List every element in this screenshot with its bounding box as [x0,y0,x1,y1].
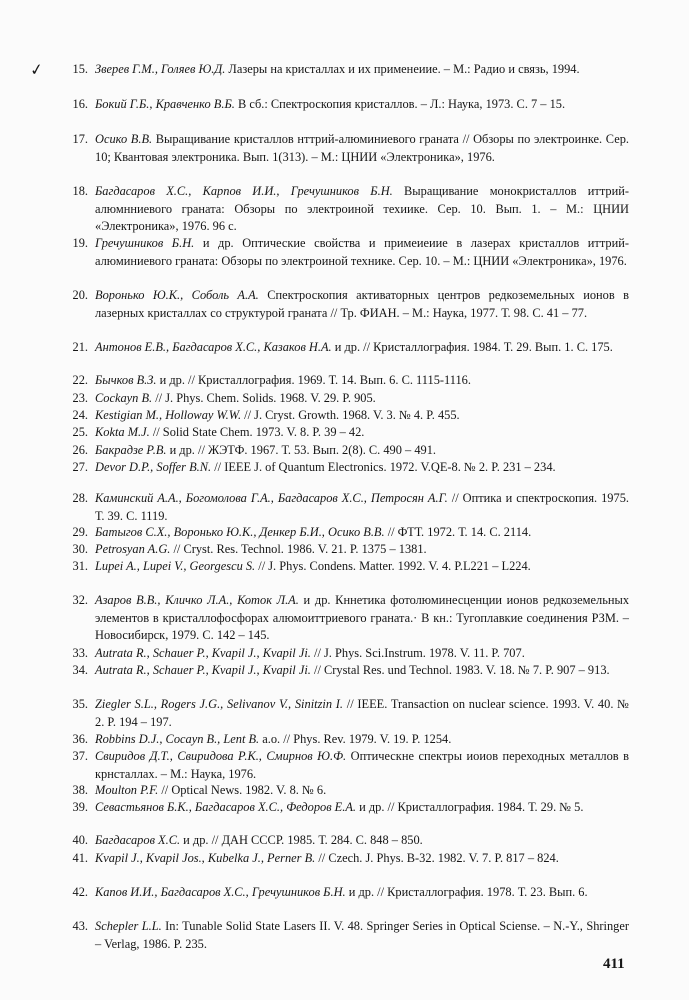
reference-item [72,748,630,783]
reference-authors: Гречушников Б.Н. [95,236,195,250]
reference-item [72,442,629,460]
reference-authors: Devor D.P., Soffer B.N. [95,460,212,474]
reference-item [72,696,629,731]
reference-item [72,424,629,442]
reference-text: Выращивание кристаллов нттрий-алюминиевого граната // Обзоры по электроинке. Сер. 10; Квантовая электроника. Вып. 1(313). – М.: ЦНИИ «Электроника», 1976. [95,132,630,164]
reference-text: // Solid State Chem. 1973. V. 8. P. 39 – 42. [149,425,365,439]
reference-text: Лазеры на кристаллах и их применеиие. – М.: Радио и связь, 1994. [225,62,580,76]
reference-authors: Kestigian M., Holloway W.W. [95,408,242,422]
reference-text: // IEEE. Transaction on nuclear science. 1993. V. 40. № 2. P. 194 – 197. [95,697,629,729]
reference-number: 41. [72,851,88,865]
reference-item [72,731,629,749]
reference-text: // Crystal Res. und Technol. 1983. V. 18. № 7. P. 907 – 913. [310,663,610,677]
reference-authors: Багдасаров Х.С., Карпов И.И., Гречушников Б.Н. [95,184,393,198]
reference-text: Оптическне спектры иоиов переходных металлов в крнсталлах. – М.: Наука, 1976. [95,749,630,781]
reference-item [72,592,630,645]
reference-authors: Бокий Г.Б., Кравченко В.Б. [95,97,235,111]
reference-text: // J. Phys. Chem. Solids. 1968. V. 29. P. 905. [152,391,376,405]
reference-text: // Czech. J. Phys. B-32. 1982. V. 7. P. 817 – 824. [315,851,559,865]
reference-item [72,645,629,663]
reference-authors: Осико В.В. [95,132,153,146]
reference-number: 39. [72,800,88,814]
reference-number: 22. [72,373,88,387]
reference-number: 35. [72,697,88,711]
margin-check-mark: ✓ [28,61,45,80]
reference-number: 32. [72,593,88,607]
reference-text: // J. Phys. Sci.Instrum. 1978. V. 11. P. 707. [310,646,525,660]
reference-authors: Autrata R., Schauer P., Kvapil J., Kvapil Ji. [95,646,311,660]
reference-number: 23. [72,391,88,405]
reference-item [72,524,629,542]
reference-number: 21. [72,340,88,354]
reference-authors: Moulton P.F. [95,783,159,797]
reference-text: и др. // ЖЭТФ. 1967. Т. 53. Вып. 2(8). С. 490 – 491. [166,443,437,457]
reference-text: и др. // Кристаллография. 1978. Т. 23. Вып. 6. [345,885,588,899]
reference-authors: Cockayn B. [95,391,153,405]
reference-number: 19. [72,236,88,250]
reference-authors: Robbins D.J., Cocayn B., Lent B. [95,732,260,746]
reference-authors: Багдасаров Х.С. [95,833,181,847]
reference-authors: Воронько Ю.К., Соболь А.А. [95,288,259,302]
reference-number: 28. [72,491,88,505]
reference-authors: Каминский А.А., Богомолова Г.А., Багдасаров Х.С., Петросян А.Г. [95,491,448,505]
reference-item [72,235,629,270]
reference-text: // Cryst. Res. Technol. 1986. V. 21. P. 1375 – 1381. [170,542,427,556]
reference-text: // Оптика и спектроскопия. 1975. Т. 39. С. 1119. [95,491,629,523]
reference-number: 30. [72,542,88,556]
reference-item [72,407,629,425]
reference-authors: Autrata R., Schauer P., Kvapil J., Kvapil Ji. [95,663,311,677]
reference-authors: Севастьянов Б.К., Багдасаров Х.С., Федоров Е.А. [95,800,357,814]
reference-item [72,61,629,79]
reference-authors: Зверев Г.М., Голяев Ю.Д. [95,62,226,76]
reference-item [72,96,629,114]
reference-item [72,799,629,817]
reference-authors: Schepler L.L. [95,919,162,933]
reference-number: 29. [72,525,88,539]
reference-text: и др. // Кристаллография. 1984. Т. 29. Вып. 1. С. 175. [331,340,613,354]
reference-number: 40. [72,833,88,847]
reference-number: 42. [72,885,88,899]
reference-number: 25. [72,425,88,439]
reference-text: и др. // Кристаллография. 1969. Т. 14. Вып. 6. С. 1115-1116. [156,373,471,387]
reference-number: 18. [72,184,88,198]
reference-authors: Свиридов Д.Т., Свиридова Р.К., Смирнов Ю.Ф. [95,749,347,763]
reference-authors: Азаров В.В., Кличко Л.А., Коток Л.А. [95,593,299,607]
reference-number: 34. [72,663,88,677]
reference-authors: Kvapil J., Kvapil Jos., Kubelka J., Perner B. [95,851,316,865]
reference-text: // IEEE J. of Quantum Electronics. 1972. V.QE-8. № 2. P. 231 – 234. [211,460,556,474]
reference-authors: Бакрадзе Р.В. [95,443,167,457]
reference-item [72,662,629,680]
reference-number: 27. [72,460,88,474]
reference-item [72,372,629,390]
reference-number: 20. [72,288,88,302]
reference-item [72,131,630,166]
reference-number: 17. [72,132,88,146]
reference-item [72,459,629,477]
reference-number: 37. [72,749,88,763]
reference-text: // J. Phys. Condens. Matter. 1992. V. 4. P.L221 – L224. [255,559,531,573]
reference-text: Выращивание монокристаллов иттрий-алюмнниевого граната: Обзоры по электроиной техиике. Сер. 10. Вып. 1. – М.: ЦНИИ «Электроника», 1976. 96 с. [95,184,629,233]
reference-item [72,918,629,953]
reference-text: a.o. // Phys. Rev. 1979. V. 19. P. 1254. [259,732,452,746]
reference-authors: Батыгов С.Х., Воронько Ю.К., Денкер Б.И., Осико В.В. [95,525,385,539]
reference-item [72,490,629,525]
reference-text: и др. // ДАН СССР. 1985. Т. 284. С. 848 – 850. [180,833,423,847]
reference-number: 38. [72,783,88,797]
reference-text: // Optical News. 1982. V. 8. № 6. [158,783,327,797]
reference-number: 33. [72,646,88,660]
reference-item [72,287,629,322]
reference-item [72,339,629,357]
reference-item [72,541,629,559]
reference-text: и др. // Кристаллография. 1984. Т. 29. № 5. [356,800,584,814]
reference-item [72,183,629,236]
reference-authors: Petrosyan A.G. [95,542,171,556]
reference-number: 43. [72,919,88,933]
page-number: 411 [603,956,625,972]
reference-authors: Капов И.И., Багдасаров Х.С., Гречушников Б.Н. [95,885,346,899]
reference-text: Спектроскопия активаторных центров редкоземельных ионов в лазерных кристаллах со структурой граната // Тр. ФИАН. – М.: Наука, 1977. Т. 98. С. 41 – 77. [95,288,629,320]
reference-item [72,832,629,850]
reference-number: 26. [72,443,88,457]
reference-item [72,850,629,868]
reference-authors: Lupei A., Lupei V., Georgescu S. [95,559,256,573]
reference-text: В сб.: Спектроскопия кристаллов. – Л.: Наука, 1973. С. 7 – 15. [234,97,566,111]
reference-text: // ФТТ. 1972. Т. 14. С. 2114. [384,525,532,539]
reference-number: 24. [72,408,88,422]
reference-authors: Бычков В.З. [95,373,157,387]
reference-authors: Антонов Е.В., Багдасаров Х.С., Казаков Н.А. [95,340,332,354]
reference-authors: Kokta M.J. [95,425,150,439]
reference-number: 36. [72,732,88,746]
reference-number: 31. [72,559,88,573]
reference-authors: Ziegler S.L., Rogers J.G., Selivanov V., Sinitzin I. [95,697,344,711]
reference-item [72,782,629,800]
reference-item [72,390,629,408]
reference-number: 15. [72,62,88,76]
reference-text: и др. Оптические свойства и примеиеиие в лазерах кристаллов иттрий-алюминиевого граната: Обзоры по электроиной технике. Сер. 10. – М.: ЦНИИ «Электроника», 1976. [95,236,629,268]
reference-item [72,884,629,902]
reference-text: // J. Cryst. Growth. 1968. V. 3. № 4. P. 455. [241,408,460,422]
reference-text: In: Tunable Solid State Lasers II. V. 48. Springer Series in Optical Sciense. – N.-Y., Shringer – Verlag, 1986. P. 235. [95,919,629,951]
reference-text: и др. Кннетика фотолюминесценции ионов редкоземельных элементов в кристаллофосфорах алюмоиттриевого граната.· В кн.: Тугоплавкие соединения РЗМ. – Новосибирск, 1979. С. 142 – 145. [95,593,630,642]
reference-item [72,558,629,576]
reference-number: 16. [72,97,88,111]
